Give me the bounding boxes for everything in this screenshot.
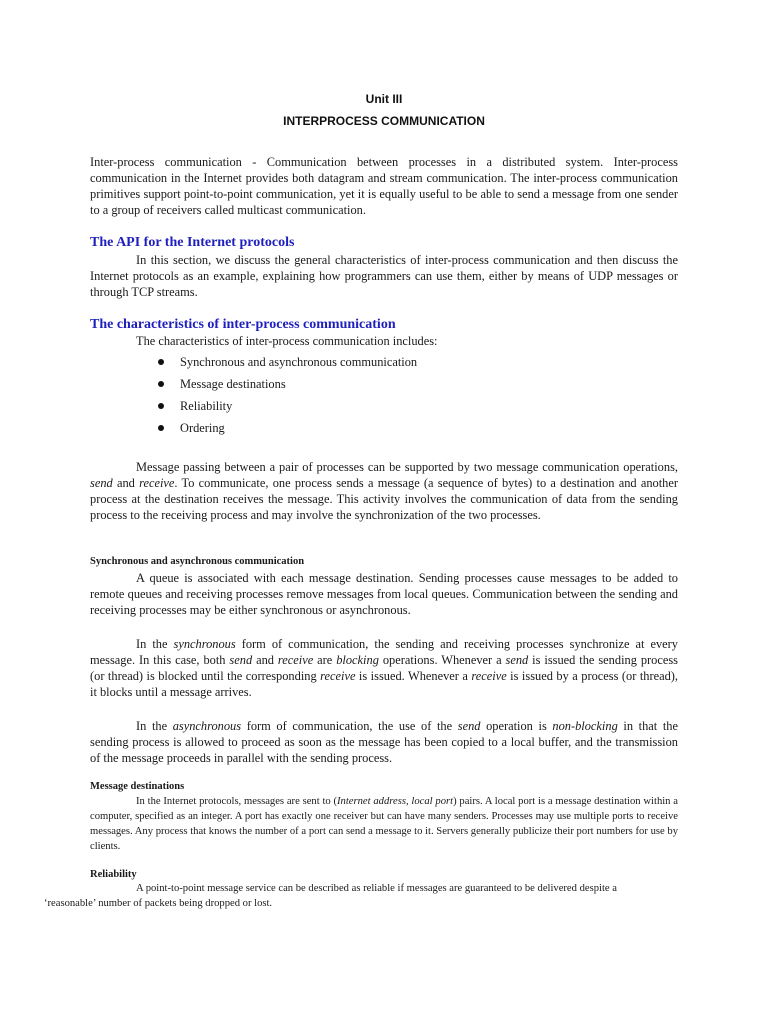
bullet-icon — [158, 359, 164, 365]
list-item: Reliability — [158, 398, 417, 420]
api-heading: The API for the Internet protocols — [90, 235, 295, 250]
bullet-icon — [158, 403, 164, 409]
message-passing-paragraph: Message passing between a pair of processes can be supported by two message communication operations, send and receive. To communicate, one process sends a message (a sequence of bytes) to a destination and another process at the destination receives the message. This activity involves the communication of data from the sending process to the receiving process and may involve the synchronization of the two processes. — [90, 460, 678, 522]
bullet-icon — [158, 381, 164, 387]
list-item: Message destinations — [158, 376, 417, 398]
page-title: INTERPROCESS COMMUNICATION — [283, 114, 485, 128]
sync-paragraph-2: In the synchronous form of communication, the sending and receiving processes synchronize at every message. In this case, both send and receive are blocking operations. Whenever a send is issued the sending process (or thread) is blocked until the corresponding receive is issued. Whenever a receive is issued by a process (or thread), it blocks until a message arrives. — [90, 637, 679, 699]
list-item: Ordering — [158, 420, 417, 442]
api-paragraph: In this section, we discuss the general characteristics of inter-process communication and then discuss the Internet protocols as an example, explaining how programmers can use them, either by means of UDP messages or through TCP streams. — [90, 253, 678, 299]
intro-paragraph: Inter-process communication - Communication between processes in a distributed system. Inter-process communication in the Internet provides both datagram and stream communication. The inter-process communication primitives support point-to-point communication, yet it is equally useful to be able to send a message from one sender to a group of receivers called multicast communication. — [90, 155, 678, 217]
reliability-heading: Reliability — [90, 869, 137, 880]
async-paragraph: In the asynchronous form of communication, the use of the send operation is non-blocking in that the sending process is allowed to proceed as soon as the message has been copied to a local buffer, and the transmission of the message proceeds in parallel with the sending process. — [90, 719, 678, 765]
characteristics-list — [158, 354, 417, 442]
destinations-paragraph: In the Internet protocols, messages are sent to (Internet address, local port) pairs. A local port is a message destination within a computer, specified as an integer. A port has exactly one receiver but can have many senders. Processes may use multiple ports to receive messages. Any process that knows the number of a port can send a message to it. Servers generally publicize their port numbers for use by clients. — [90, 796, 678, 852]
reliability-paragraph: A point-to-point message service can be described as reliable if messages are guaranteed to be delivered despite a ‘reasonable’ number of packets being dropped or lost. — [44, 883, 617, 909]
destinations-heading: Message destinations — [90, 781, 185, 792]
sync-paragraph-1: A queue is associated with each message destination. Sending processes cause messages to be added to remote queues and receiving processes remove messages from local queues. Communication between the sending and receiving processes may be either synchronous or asynchronous. — [90, 571, 678, 617]
sync-heading: Synchronous and asynchronous communication — [90, 556, 305, 567]
characteristics-lead: The characteristics of inter-process communication includes: — [136, 334, 438, 348]
characteristics-heading: The characteristics of inter-process communication — [90, 317, 396, 332]
bullet-icon — [158, 425, 164, 431]
unit-label: Unit III — [365, 92, 403, 106]
list-item: Synchronous and asynchronous communication — [158, 354, 417, 376]
